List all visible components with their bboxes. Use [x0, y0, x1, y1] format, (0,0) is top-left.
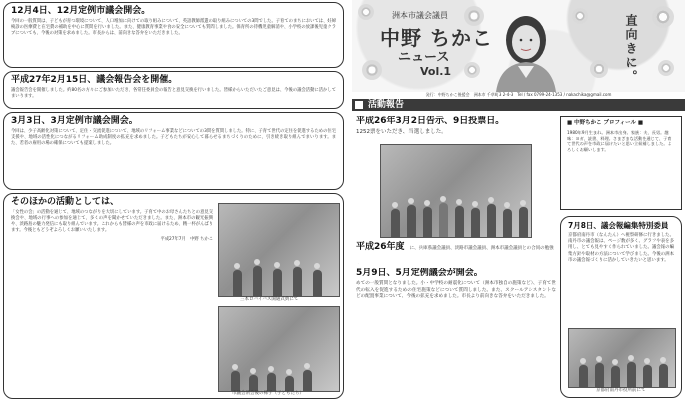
activity-report-title: 活動報告 [368, 100, 405, 110]
volume-label: Vol.1 [420, 65, 452, 78]
section-may-session [356, 268, 556, 398]
section-body: 今回の一般質問は、子どもが育つ環境について、人口増加に向けての取り組みについて、英語教師派遣の取り組みについての3問でした。子育てのまちにおいては、妊婦検診の医療費と在宅費の補助を中心に質問を行いました。また、健康教育事業や食の安全についても質問しました。保育所の待機児童解消や、小学校の放課後児童クラブについても、今後の対策を求めました。市長からは、前向きな答弁をいただきました。 [11, 19, 336, 37]
activity-report-header [352, 99, 685, 111]
photo-caption: 市議会閉会後の様子（子どもたち） [232, 391, 304, 396]
section-body: 「女性の会」の活動を通じて、地域のつながりを大切にしています。子育て中のお母さんたちとの意見交換会や、地域の行事への参加を通じて、多くの声を聞かせていただきました。また、洲本市の観光振興や、淡路島の魅力発信にも取り組んでいます。これからも皆様の声を市政に届けるため、精一杯がんばります。今後ともどうぞよろしくお願いいたします。 [11, 210, 213, 234]
section-body: 京都府南丹市（なんたん）へ視察研修に行きました。南丹市の議会報は、ページ数が多く、グラフや表を多用し、とても見やすく作られていました。議会報の編集方針や取材の方法について学びました。今後の洲本市の議会報づくりに活かしていきたいと思います。 [568, 233, 674, 263]
masthead [352, 0, 685, 97]
candidate-name: 中野 ちかこ [380, 26, 493, 50]
section-february-report [3, 71, 344, 109]
contact-info: 発行：中野ちかこ後援会 洲本市 千草町3 2-4-3 Tel / fax 0799-24-1353 / nakachika@gmail.com [425, 92, 612, 97]
news-label: ニュース [398, 50, 450, 65]
section-title: そのほかの活動としては、 [11, 197, 120, 207]
section-body: 今回は、少子高齢化対策について、定住・交流促進について、地域のリフォーム事業などについての3問を質問しました。特に、子育て世代の定住を促進するための住宅支援や、地域の活性化につながるリフォーム助成制度の拡充を求めました。子どもたちが安心して暮らせるまちづくりのために、引き続き取り組んでまいります。また、若者の雇用の場の確保についても提案しました。 [11, 129, 336, 147]
section-title: 平成26年3月2日告示、9日投票日。 [356, 116, 505, 126]
section-title: 7月8日、議会報編集特別委員 [568, 221, 669, 230]
section-body: 議会報告会を開催しました。約80名の方々にご参加いただき、各常任委員会の報告と意見交換を行いました。皆様からいただいたご意見は、今後の議会活動に活かしてまいります。 [11, 88, 336, 100]
photo-children [218, 306, 340, 392]
photo-bypass-ceremony [218, 203, 340, 297]
profile-body: 1980年9月生まれ。洲本市出身。家族：夫、長男。趣味：ヨガ、読書、料理。さまざまな活動を通じて、子育て世代の声を市政に届けたいと思い立候補しました。よろしくお願いします。 [567, 130, 672, 152]
square-icon [355, 101, 363, 109]
portrait-photo [490, 6, 562, 92]
photo-nantan-visit [568, 328, 676, 388]
section-joint-study [356, 234, 556, 264]
section-body: 1252票をいただき、当選しました。 [356, 129, 447, 135]
section-title: 12月4日、12月定例市議会開会。 [11, 6, 151, 16]
photo-caption: 三本ロバイバス開通式典にて [240, 297, 299, 302]
profile-title: ■ 中野ちかこ プロフィール ■ [567, 120, 644, 126]
section-title: 平成27年2月15日、議会報告会を開催。 [11, 75, 178, 85]
section-body: めての一般質問となりました。小・中学校の耐震化について（洲本市独自の施策など）、子育て世代の転入を促進するための住宅施策などについて質問しました。また、スクールアシスタントなどの配置事業について、今後の拡充を求めました。市長より前向きな答弁をいただきました。 [356, 281, 556, 299]
section-december-session [3, 2, 344, 68]
section-title: 平成26年度 [356, 242, 405, 252]
signoff: 平成27年7月 中野 ちかこ [160, 237, 213, 243]
section-march-session [3, 112, 344, 190]
section-election [356, 116, 556, 138]
slogan: 直向きに。 [624, 14, 638, 84]
section-title: 3月3日、3月定例市議会開会。 [11, 116, 138, 126]
section-title: 5月9日、5月定例議会が開会。 [356, 268, 483, 278]
section-body: に、兵庫県議会議員、淡路市議会議員、洲本市議会議員との合同の勉強 [409, 246, 554, 251]
photo-caption: 京都府南丹市役所前にて [596, 388, 646, 393]
photo-supporters-group [380, 144, 532, 238]
profile-box [560, 116, 682, 210]
council-label: 洲本市議会議員 [392, 11, 448, 20]
